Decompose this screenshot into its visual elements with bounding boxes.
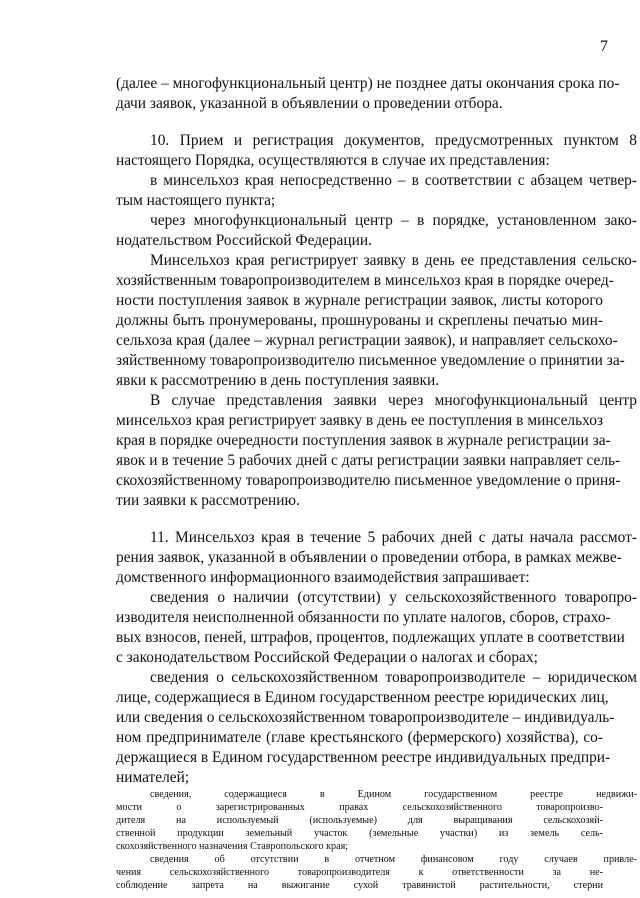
text-line: тым настоящего пункта; (116, 192, 276, 209)
text-line: явки к рассмотрению в день поступления заявки. (116, 372, 440, 389)
text-line: хозяйственным товаропроизводителем в минсельхоз края в порядке очеред- (116, 272, 614, 289)
text-line: соблюдение запрета на выжигание сухой травянистой растительности, стерни (116, 880, 603, 891)
text-line: чения сельскохозяйственного товаропроизводителя к ответственности за не- (116, 867, 603, 878)
text-line: рения заявок, указанной в объявлении о проведении отбора, в рамках межве- (116, 549, 622, 566)
text-line: в минсельхоз края непосредственно – в соответствии с абзацем четвер- (150, 172, 637, 189)
text-line: 11. Минсельхоз края в течение 5 рабочих дней с даты начала рассмот- (150, 529, 637, 546)
text-line: мости о зарегистрированных правах сельскохозяйственного товаропроизво- (116, 802, 603, 813)
text-line: В случае представления заявки через многофункциональный центр (150, 392, 637, 409)
text-line: скохозяйственного назначения Ставропольского края; (116, 841, 349, 852)
text-line: Минсельхоз края регистрирует заявку в день ее представления сельско- (150, 252, 637, 269)
text-line: сведения, содержащиеся в Едином государственном реестре недвижи- (150, 789, 637, 800)
text-line: (далее – многофункциональный центр) не позднее даты окончания срока по- (116, 75, 620, 92)
text-line: сельхоза края (далее – журнал регистрации заявок), и направляет сельскохо- (116, 332, 618, 349)
text-line: лице, содержащиеся в Едином государственном реестре юридических лиц, (116, 689, 609, 706)
text-line: сведения о наличии (отсутствии) у сельскохозяйственного товаропро- (150, 589, 637, 606)
text-line: нодательством Российской Федерации. (116, 232, 372, 249)
text-line: с законодательством Российской Федерации о налогах и сборах; (116, 649, 538, 666)
text-line: зяйственному товаропроизводителю письменное уведомление о принятии за- (116, 352, 625, 369)
text-line: нимателей; (116, 769, 190, 786)
text-line: изводителя неисполненной обязанности по уплате налогов, сборов, страхо- (116, 609, 611, 626)
text-line: сведения о сельскохозяйственном товаропроизводителе – юридическом (150, 669, 637, 686)
text-line: ственной продукции земельный участок (земельные участки) из земель сель- (116, 828, 603, 839)
text-line: домственного информационного взаимодействия запрашивает: (116, 569, 530, 586)
text-line: держащиеся в Едином государственном реестре индивидуальных предпри- (116, 749, 611, 766)
text-line: сведения об отсутствии в отчетном финансовом году случаев привле- (150, 854, 637, 865)
text-line: минсельхоз края регистрирует заявку в день ее поступления в минсельхоз (116, 412, 603, 429)
text-line: дачи заявок, указанной в объявлении о проведении отбора. (116, 95, 503, 112)
text-line: вых взносов, пеней, штрафов, процентов, подлежащих уплате в соответствии (116, 629, 625, 646)
text-line: настоящего Порядка, осуществляются в случае их представления: (116, 152, 550, 169)
text-line: явок и в течение 5 рабочих дней с даты регистрации заявки направляет сель- (116, 452, 621, 469)
text-line: дителя на используемый (используемые) для выращивания сельскохозяй- (116, 815, 603, 826)
text-line: края в порядке очередности поступления заявок в журнале регистрации за- (116, 432, 611, 449)
text-line: должны быть пронумерованы, прошнурованы и скреплены печатью мин- (116, 312, 603, 329)
text-line: через многофункциональный центр – в порядке, установленном зако- (150, 212, 637, 229)
text-line: скохозяйственному товаропроизводителю письменное уведомление о приня- (116, 472, 621, 489)
text-line: или сведения о сельскохозяйственном товаропроизводителе – индивидуаль- (116, 709, 615, 726)
text-line: ности поступления заявок в журнале регистрации заявок, листы которого (116, 292, 603, 309)
page-number: 7 (600, 38, 608, 55)
text-line: ном предпринимателе (главе крестьянского (фермерского) хозяйства), со- (116, 729, 603, 746)
text-line: тии заявки к рассмотрению. (116, 492, 300, 509)
text-line: 10. Прием и регистрация документов, предусмотренных пунктом 8 (150, 132, 637, 149)
